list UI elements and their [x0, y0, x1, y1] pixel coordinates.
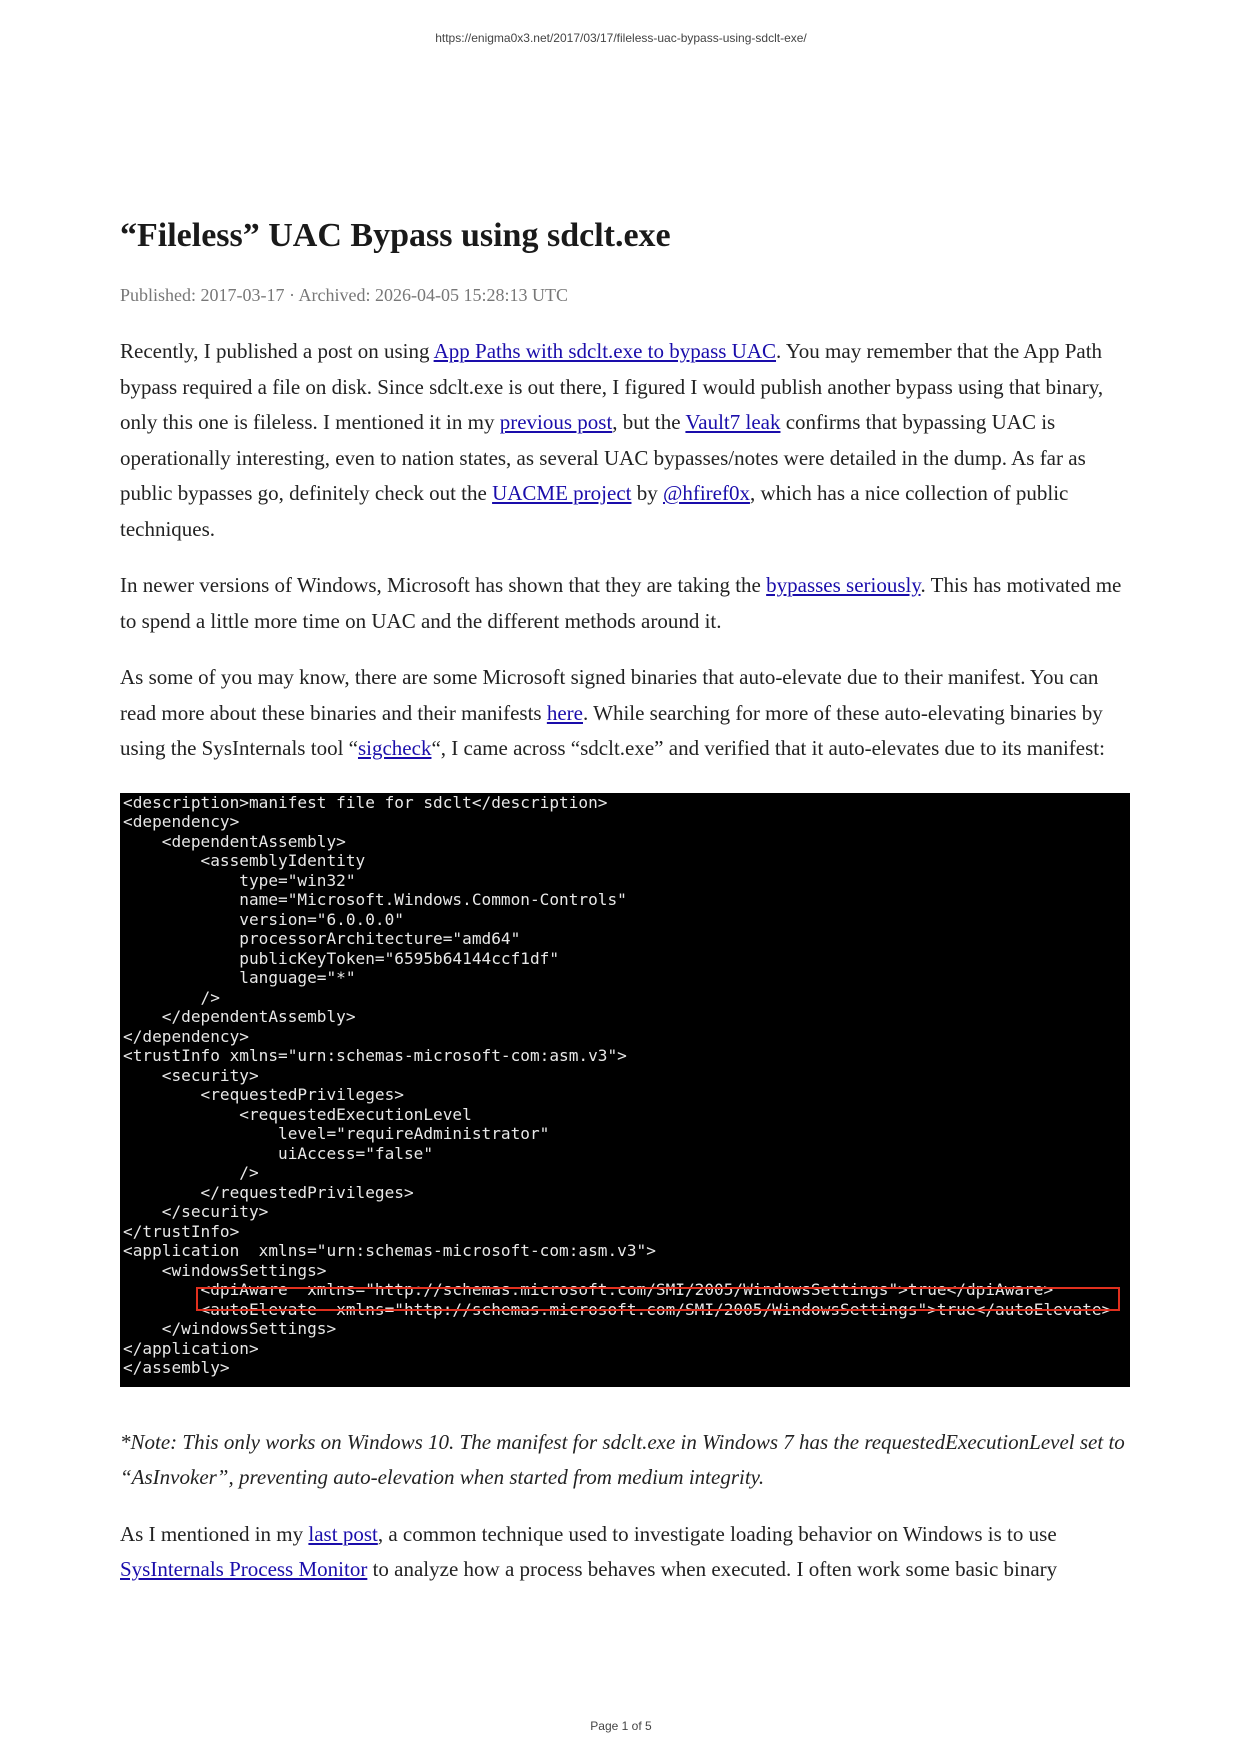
- manifest-line: </security>: [123, 1202, 269, 1221]
- manifest-line: <dependentAssembly>: [123, 831, 346, 851]
- link-bypasses-seriously[interactable]: bypasses seriously: [766, 573, 921, 597]
- text-span: As some of you may know, there are some Microsoft signed binaries that auto-elevate due to their manifest. You can read more about these binaries and their manifests: [120, 665, 1099, 725]
- manifest-line: </application>: [123, 1338, 259, 1358]
- process-monitor-paragraph: [120, 1517, 1130, 1588]
- manifest-line: <trustInfo xmlns="urn:schemas-microsoft-com:asm.v3">: [123, 1046, 627, 1065]
- text-span: . This has motivated me to spend a little more time on UAC and the different methods around it.: [120, 573, 1122, 633]
- link-here[interactable]: here: [546, 700, 583, 725]
- manifest-line: <dpiAware xmlns="http://schemas.microsoft.com/SMI/2005/WindowsSettings">true</dpiAware>: [123, 1280, 1054, 1299]
- text-span: In newer versions of Windows, Microsoft has shown that they are taking the: [120, 573, 767, 597]
- link-uacme-project[interactable]: UACME project: [492, 481, 632, 505]
- text-span: Recently, I published a post on using: [120, 339, 434, 363]
- text-span: , a common technique used to investigate loading behavior on Windows is to use: [377, 1521, 1057, 1546]
- manifest-line: level="requireAdministrator": [123, 1124, 550, 1143]
- text-span: . While searching for more of these auto-elevating binaries by using the SysInternals tool “: [120, 700, 1103, 760]
- intro-paragraph: [120, 334, 1130, 547]
- article-meta: Published: 2017-03-17 · Archived: 2026-04-05 15:28:13 UTC: [120, 285, 568, 305]
- text-span: “, I came across “sdclt.exe” and verified that it auto-elevates due to its manifest:: [431, 736, 1105, 760]
- text-span: , but the: [612, 410, 686, 434]
- link-process-monitor[interactable]: SysInternals Process Monitor: [120, 1557, 368, 1581]
- link-app-paths-bypass[interactable]: App Paths with sdclt.exe to bypass UAC: [433, 339, 777, 363]
- text-span: . You may remember that the App Path bypass required a file on disk. Since sdclt.exe is out there, I figured I would publish another bypass using that binary, only this one is fileless. I mentioned it in my: [120, 339, 1104, 434]
- manifest-line: <security>: [123, 1065, 259, 1085]
- windows-note: *Note: This only works on Windows 10. The manifest for sdclt.exe in Windows 7 has the requestedExecutionLevel set to “AsInvoker”, preventing auto-elevation when started from medium integrity.: [120, 1429, 1125, 1489]
- manifest-line: <description>manifest file for sdclt</description>: [123, 792, 608, 812]
- manifest-line: </trustInfo>: [123, 1221, 240, 1241]
- manifest-line: publicKeyToken="6595b64144ccf1df": [123, 948, 560, 968]
- manifest-screenshot: [120, 793, 1130, 1387]
- link-sigcheck[interactable]: sigcheck: [357, 736, 432, 760]
- manifest-line: </assembly>: [123, 1358, 230, 1377]
- manifest-line: <requestedExecutionLevel: [123, 1104, 472, 1124]
- article-title: “Fileless” UAC Bypass using sdclt.exe: [120, 217, 671, 254]
- text-span: , which has a nice collection of public techniques.: [120, 481, 1069, 541]
- manifest-line: <autoElevate xmlns="http://schemas.microsoft.com/SMI/2005/WindowsSettings">true</autoElevate>: [123, 1299, 1112, 1319]
- manifest-line: />: [123, 1163, 259, 1182]
- link-hfiref0x[interactable]: @hfiref0x: [662, 481, 750, 505]
- manifest-line: <dependency>: [123, 812, 240, 831]
- text-span: by: [631, 481, 663, 505]
- manifest-line: <windowsSettings>: [123, 1260, 327, 1280]
- manifest-line: </dependentAssembly>: [123, 1007, 356, 1026]
- manifest-line: version="6.0.0.0": [123, 909, 404, 929]
- manifest-line: <assemblyIdentity: [123, 851, 366, 870]
- manifest-line: processorArchitecture="amd64": [123, 929, 521, 948]
- manifest-line: />: [123, 987, 220, 1007]
- text-span: As I mentioned in my: [120, 1521, 309, 1546]
- manifest-line: type="win32": [123, 870, 356, 890]
- manifest-line: </requestedPrivileges>: [123, 1182, 414, 1202]
- manifest-line: name="Microsoft.Windows.Common-Controls": [123, 890, 627, 909]
- link-vault7-leak[interactable]: Vault7 leak: [685, 410, 781, 434]
- article: [120, 210, 1130, 1588]
- page-number: Page 1 of 5: [590, 1719, 652, 1733]
- manifest-line: <requestedPrivileges>: [123, 1085, 404, 1104]
- windows-versions-paragraph: [120, 568, 1130, 639]
- auto-elevate-paragraph: [120, 660, 1130, 767]
- manifest-line: </dependency>: [123, 1026, 249, 1046]
- running-header-url: https://enigma0x3.net/2017/03/17/fileless-uac-bypass-using-sdclt-exe/: [435, 31, 807, 45]
- manifest-line: uiAccess="false": [123, 1143, 434, 1163]
- manifest-line: </windowsSettings>: [123, 1319, 337, 1338]
- link-last-post[interactable]: last post: [308, 1521, 378, 1546]
- link-previous-post[interactable]: previous post: [499, 410, 613, 434]
- text-span: confirms that bypassing UAC is operationally interesting, even to nation states, as several UAC bypasses/notes were detailed in the dump. As far as public bypasses go, definitely check out the: [120, 410, 1086, 505]
- text-span: to analyze how a process behaves when executed. I often work some basic binary: [367, 1557, 1058, 1581]
- manifest-line: language="*": [123, 968, 356, 987]
- manifest-line: <application xmlns="urn:schemas-microsoft-com:asm.v3">: [123, 1241, 656, 1260]
- autoelevate-highlight-box: [196, 1287, 1120, 1311]
